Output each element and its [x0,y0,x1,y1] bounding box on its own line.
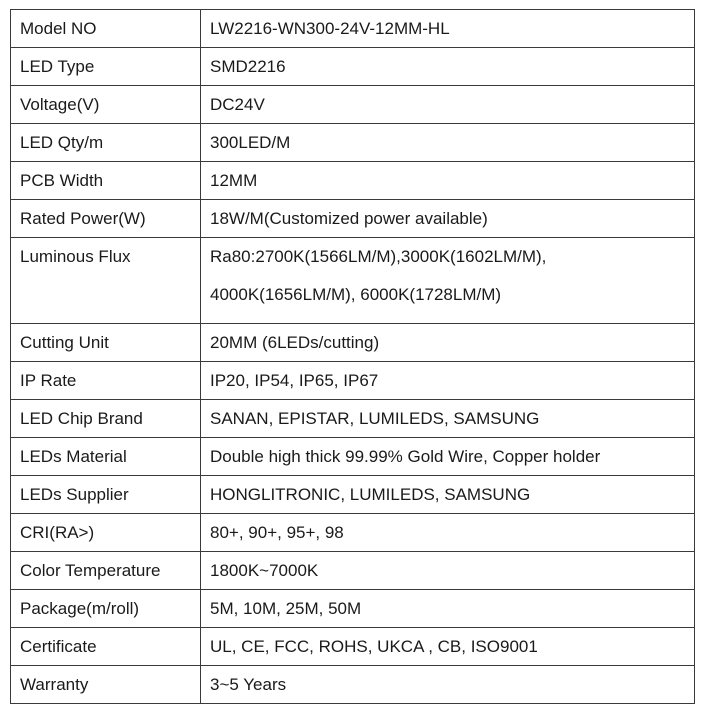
table-row [11,162,695,200]
spec-label: LEDs Material [11,438,201,476]
spec-value-line: Ra80:2700K(1566LM/M),3000K(1602LM/M), [210,247,547,266]
table-row [11,476,695,514]
spec-value: LW2216-WN300-24V-12MM-HL [201,10,695,48]
spec-value: 80+, 90+, 95+, 98 [201,514,695,552]
spec-label: LED Qty/m [11,124,201,162]
spec-table-body [11,10,695,704]
table-row [11,124,695,162]
table-row [11,514,695,552]
spec-label: LED Chip Brand [11,400,201,438]
table-row [11,666,695,704]
spec-label: Package(m/roll) [11,590,201,628]
spec-label: Color Temperature [11,552,201,590]
spec-label: CRI(RA>) [11,514,201,552]
spec-value: SANAN, EPISTAR, LUMILEDS, SAMSUNG [201,400,695,438]
spec-label: Model NO [11,10,201,48]
table-row [11,362,695,400]
table-row [11,48,695,86]
spec-value: 20MM (6LEDs/cutting) [201,324,695,362]
table-row [11,628,695,666]
spec-label: Voltage(V) [11,86,201,124]
table-row [11,238,695,324]
spec-value: 18W/M(Customized power available) [201,200,695,238]
spec-label: PCB Width [11,162,201,200]
spec-value: 3~5 Years [201,666,695,704]
spec-label: Certificate [11,628,201,666]
table-row [11,552,695,590]
spec-value [201,238,695,324]
spec-value: 12MM [201,162,695,200]
table-row [11,200,695,238]
spec-table [10,9,695,704]
spec-value: SMD2216 [201,48,695,86]
table-row [11,86,695,124]
spec-value: 5M, 10M, 25M, 50M [201,590,695,628]
spec-label: Warranty [11,666,201,704]
table-row [11,438,695,476]
spec-label: LEDs Supplier [11,476,201,514]
spec-label: LED Type [11,48,201,86]
spec-value: UL, CE, FCC, ROHS, UKCA , CB, ISO9001 [201,628,695,666]
spec-value: 1800K~7000K [201,552,695,590]
spec-value: 300LED/M [201,124,695,162]
spec-value: HONGLITRONIC, LUMILEDS, SAMSUNG [201,476,695,514]
spec-label: Luminous Flux [11,238,201,324]
spec-label: Cutting Unit [11,324,201,362]
table-row [11,590,695,628]
spec-value: DC24V [201,86,695,124]
spec-value: IP20, IP54, IP65, IP67 [201,362,695,400]
spec-value-line: 4000K(1656LM/M), 6000K(1728LM/M) [210,285,502,304]
spec-value: Double high thick 99.99% Gold Wire, Copper holder [201,438,695,476]
spec-label: IP Rate [11,362,201,400]
table-row [11,324,695,362]
table-row [11,400,695,438]
table-row [11,10,695,48]
spec-label: Rated Power(W) [11,200,201,238]
